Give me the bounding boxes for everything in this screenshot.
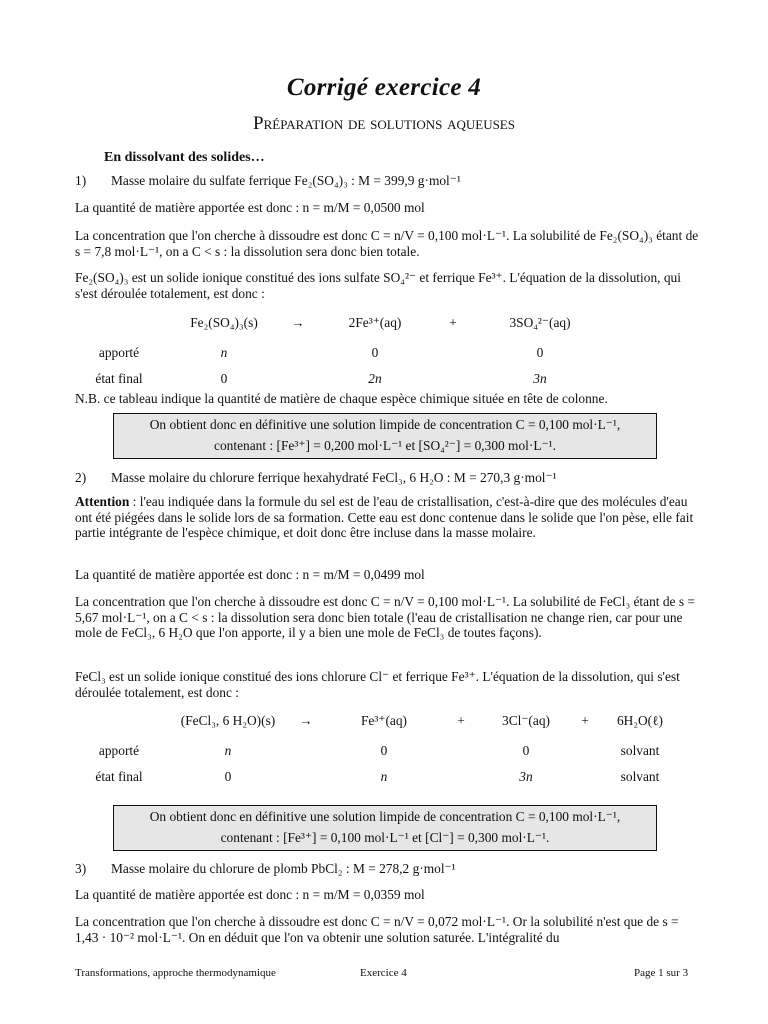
part1-result-box (113, 413, 657, 459)
table-cell: 3n (519, 769, 533, 784)
table-cell: 0 (220, 371, 228, 386)
box-line: On obtient donc en définitive une solution limpide de concentration C = 0,100 mol·L⁻¹, (149, 417, 621, 432)
part1-masse-text: Masse molaire du sulfate ferrique Fe₂(SO₄)₃ : M = 399,9 g·mol⁻¹ (111, 173, 461, 188)
part3-concentration: La concentration que l'on cherche à dissoudre est donc C = n/V = 0,072 mol·L⁻¹. Or la solubilité n'est que de s = 1,43 · 10⁻² mol·L⁻¹. On en déduit que l'on va obtenir une solution saturée. L'intégralité du (75, 914, 679, 945)
attention-text: : l'eau indiquée dans la formule du sel est de l'eau de cristallisation, c'est-à-dire que des molécules d'eau ont été piégées dans le solide lors de sa formation. Cette eau est donc contenue dans le solide que l'on pèse, elle fait partie intégrante de l'espèce chimique, et doit donc être incluse dans la masse molaire. (75, 494, 694, 541)
table-species: Fe³⁺(aq) (360, 713, 408, 728)
table-cell: n (380, 769, 388, 784)
table-species: 2Fe³⁺(aq) (348, 315, 402, 330)
footer-center: Exercice 4 (360, 967, 407, 979)
part1-quantite: La quantité de matière apportée est donc : n = m/M = 0,0500 mol (75, 200, 425, 215)
box-line: contenant : [Fe³⁺] = 0,200 mol·L⁻¹ et [SO₄²⁻] = 0,300 mol·L⁻¹. (214, 438, 556, 453)
part3-masse (75, 861, 456, 877)
footer-left: Transformations, approche thermodynamique (75, 967, 276, 979)
table-cell: 3n (533, 371, 547, 386)
table-cell: n (224, 743, 232, 758)
part3-quantite: La quantité de matière apportée est donc : n = m/M = 0,0359 mol (75, 887, 425, 902)
table-row-label: apporté (98, 743, 140, 758)
table-cell: 2n (368, 371, 382, 386)
table-species: 6H₂O(ℓ) (616, 713, 664, 728)
table-species: (FeCl₃, 6 H₂O)(s) (180, 713, 276, 728)
part1-equation-table (0, 315, 768, 390)
table-plus: + (457, 713, 465, 728)
section-heading: En dissolvant des solides… (104, 150, 265, 165)
footer-right: Page 1 sur 3 (634, 967, 689, 979)
table-cell: solvant (620, 769, 660, 784)
part2-result-box (113, 805, 657, 851)
part2-concentration: La concentration que l'on cherche à dissoudre est donc C = n/V = 0,100 mol·L⁻¹. La solubilité de FeCl₃ étant de s = 5,67 mol·L⁻¹, on a C < s : la dissolution sera donc bien totale (l'eau de cristallisation ne change rien, car pour une mole de FeCl₃, 6 H₂O que l'on apporte, il y a bien une mole de FeCl₃ de toutes façons). (75, 594, 695, 641)
table-row-label: état final (95, 371, 143, 386)
box-line: On obtient donc en définitive une solution limpide de concentration C = 0,100 mol·L⁻¹, (149, 809, 621, 824)
part2-attention (75, 494, 700, 541)
part2-masse-text: Masse molaire du chlorure ferrique hexahydraté FeCl₃, 6 H₂O : M = 270,3 g·mol⁻¹ (111, 470, 557, 485)
part3-number: 3) (75, 861, 87, 876)
table-arrow: → (291, 315, 305, 330)
table-cell: 0 (536, 345, 544, 360)
part1-masse (75, 173, 461, 189)
table-plus: + (449, 315, 457, 330)
part3-masse-text: Masse molaire du chlorure de plomb PbCl₂ : M = 278,2 g·mol⁻¹ (111, 861, 456, 876)
part1-nb: N.B. ce tableau indique la quantité de matière de chaque espèce chimique située en tête de colonne. (75, 391, 608, 406)
part1-ionique: Fe₂(SO₄)₃ est un solide ionique constitué des ions sulfate SO₄²⁻ et ferrique Fe³⁺. L'équation de la dissolution, qui s'est déroulée totalement, est donc : (75, 270, 681, 301)
table-plus: + (581, 713, 589, 728)
part2-equation-table (0, 713, 768, 788)
part1-number: 1) (75, 173, 87, 188)
table-cell: 0 (522, 743, 530, 758)
table-row-label: apporté (98, 345, 140, 360)
table-cell: 0 (224, 769, 232, 784)
table-cell: 0 (371, 345, 379, 360)
table-cell: n (220, 345, 228, 360)
box-line: contenant : [Fe³⁺] = 0,100 mol·L⁻¹ et [Cl⁻] = 0,300 mol·L⁻¹. (220, 830, 550, 845)
table-species: Fe₂(SO₄)₃(s) (190, 315, 258, 330)
page-title: Corrigé exercice 4 (286, 74, 482, 101)
part1-concentration: La concentration que l'on cherche à dissoudre est donc C = n/V = 0,100 mol·L⁻¹. La solubilité de Fe₂(SO₄)₃ étant de s = 7,8 mol·L⁻¹, on a C < s : la dissolution sera donc bien totale. (75, 228, 699, 259)
table-cell: solvant (620, 743, 660, 758)
table-species: 3SO₄²⁻(aq) (509, 315, 571, 330)
table-cell: 0 (380, 743, 388, 758)
part2-ionique: FeCl₃ est un solide ionique constitué des ions chlorure Cl⁻ et ferrique Fe³⁺. L'équation de la dissolution, qui s'est déroulée totalement, est donc : (75, 669, 680, 700)
attention-label: Attention (75, 494, 130, 509)
table-arrow: → (299, 713, 313, 728)
page-subtitle: Préparation de solutions aqueuses (253, 113, 515, 134)
table-species: 3Cl⁻(aq) (502, 713, 550, 728)
part2-masse (75, 470, 557, 486)
table-row-label: état final (95, 769, 143, 784)
part2-quantite: La quantité de matière apportée est donc : n = m/M = 0,0499 mol (75, 567, 425, 582)
part2-number: 2) (75, 470, 87, 485)
